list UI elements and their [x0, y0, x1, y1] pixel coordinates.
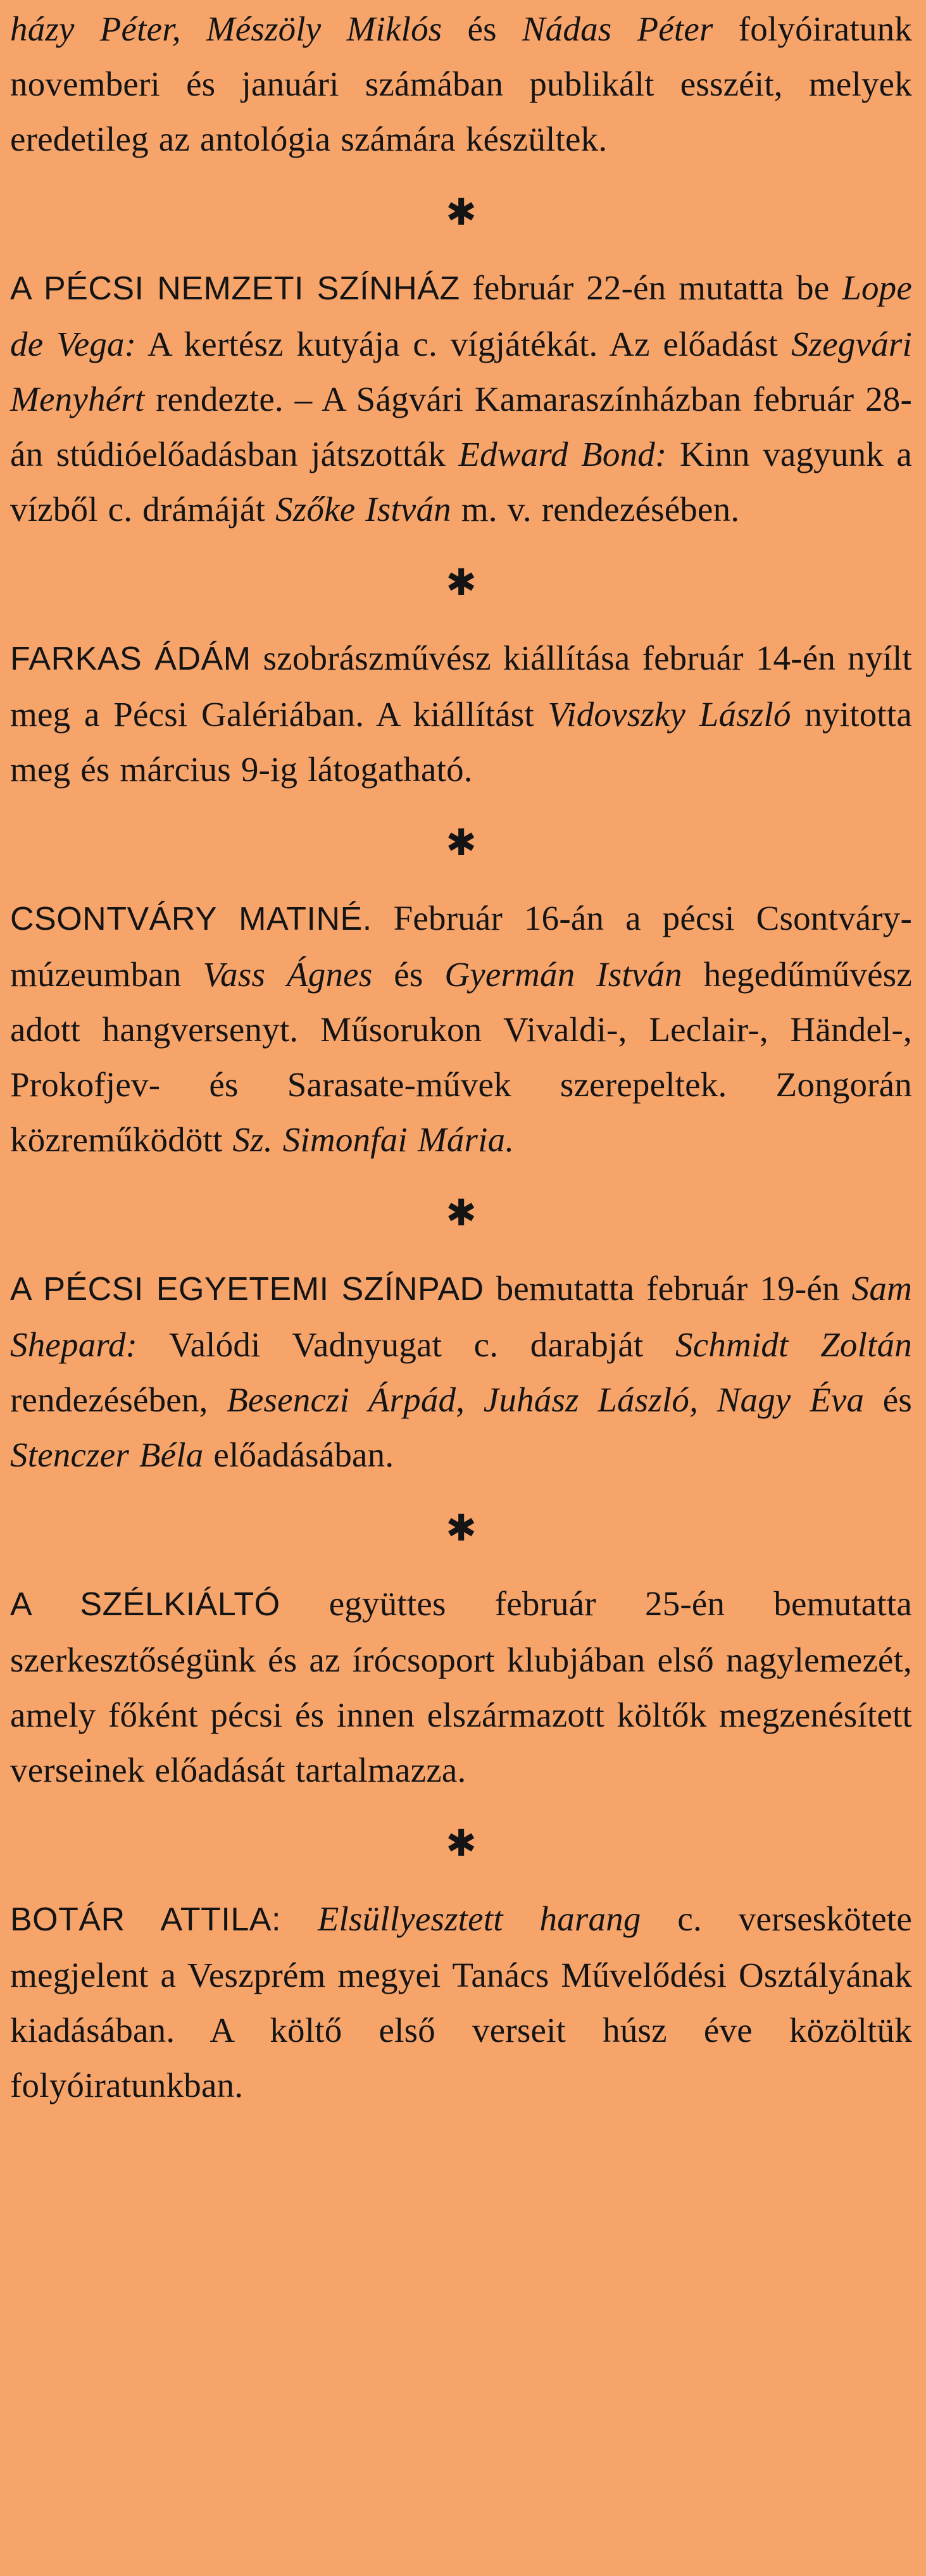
italic-name: Nádas Péter — [522, 9, 713, 48]
body-text: Valódi Vadnyugat c. darabját — [137, 1325, 676, 1364]
asterisk-separator-icon: ✱ — [446, 1191, 477, 1234]
news-item — [10, 1576, 912, 1798]
body-text: Kinn vagyunk a vízből c. drámáját — [10, 435, 912, 528]
news-item — [10, 891, 912, 1167]
news-item — [10, 630, 912, 797]
body-text: szobrászművész kiállítása február 14-én nyílt meg a Pécsi Galériában. A kiállítást — [10, 639, 912, 734]
asterisk-separator-icon: ✱ — [446, 1506, 477, 1549]
italic-name: Lope de Vega: — [10, 268, 912, 363]
body-text: együttes február 25-én bemutatta szerkesztőségünk és az írócsoport klubjában első nagylemezét, amely főként pécsi és innen elszármazott költők megzenésített verseinek előadását tartalmazza. — [10, 1584, 912, 1789]
body-text: és — [372, 955, 445, 994]
news-item — [10, 1261, 912, 1482]
news-item-heading: A SZÉLKIÁLTÓ — [10, 1586, 280, 1623]
italic-name: Szőke István — [275, 490, 451, 528]
italic-name: Besenczi Árpád, Juhász László, Nagy Éva — [227, 1380, 865, 1419]
italic-name: Vidovszky László — [547, 695, 791, 734]
asterisk-separator-icon: ✱ — [446, 561, 477, 604]
news-item — [10, 0, 912, 166]
news-item-heading: BOTÁR ATTILA: — [10, 1901, 281, 1938]
asterisk-separator-icon: ✱ — [446, 821, 477, 864]
italic-name: Stenczer Béla — [10, 1435, 204, 1474]
italic-name: Sam Shepard: — [10, 1269, 912, 1364]
body-text: nyitotta meg és március 9-ig látogatható. — [10, 695, 912, 789]
italic-name: Elsüllyesztett harang — [317, 1899, 641, 1938]
body-text: c. verseskötete megjelent a Veszprém megyei Tanács Művelődési Osztályának kiadásában. A költő első verseit húsz éve közöltük folyóiratunkban. — [10, 1899, 912, 2104]
body-text: rendezésében, — [10, 1380, 227, 1419]
body-text: Február 16-án a pécsi Csontváry-múzeumban — [10, 899, 912, 994]
asterisk-separator-icon: ✱ — [446, 1822, 477, 1865]
body-text: február 22-én mutatta be — [460, 268, 842, 307]
body-text — [281, 1899, 318, 1938]
body-text: és — [864, 1380, 912, 1419]
news-item-heading: A PÉCSI NEMZETI SZÍNHÁZ — [10, 270, 460, 307]
body-text: előadásában. — [203, 1435, 394, 1474]
body-text: folyóiratunk novemberi és januári számában publikált esszéit, melyek eredetileg az antológia számára készültek. — [10, 9, 912, 158]
italic-name: Gyermán István — [444, 955, 682, 994]
body-text: rendezte. – A Ságvári Kamaraszínházban február 28-án stúdióelőadásban játszották — [10, 380, 912, 473]
news-item — [10, 260, 912, 537]
italic-name: Edward Bond: — [458, 435, 667, 473]
body-text: hegedűművész adott hangversenyt. Műsorukon Vivaldi-, Leclair-, Händel-, Prokofjev- és Sarasate-művek szerepeltek. Zongorán közreműködött — [10, 955, 912, 1159]
body-text: m. v. rendezésében. — [451, 490, 740, 528]
italic-name: Szegvári Menyhért — [10, 325, 912, 418]
news-item-heading: CSONTVÁRY MATINÉ. — [10, 901, 372, 937]
italic-name: Sz. Simonfai Mária. — [232, 1120, 515, 1159]
news-item — [10, 1891, 912, 2113]
italic-name: Vass Ágnes — [203, 955, 373, 994]
body-text: és — [442, 9, 522, 48]
news-item-heading: FARKAS ÁDÁM — [10, 641, 251, 677]
italic-name: Schmidt Zoltán — [675, 1325, 912, 1364]
body-text: bemutatta február 19-én — [484, 1269, 852, 1308]
italic-name: házy Péter, Mészöly Miklós — [10, 9, 442, 48]
asterisk-separator-icon: ✱ — [446, 191, 477, 234]
body-text: A kertész kutyája c. vígjátékát. Az előadást — [136, 325, 791, 363]
news-item-heading: A PÉCSI EGYETEMI SZÍNPAD — [10, 1271, 484, 1308]
